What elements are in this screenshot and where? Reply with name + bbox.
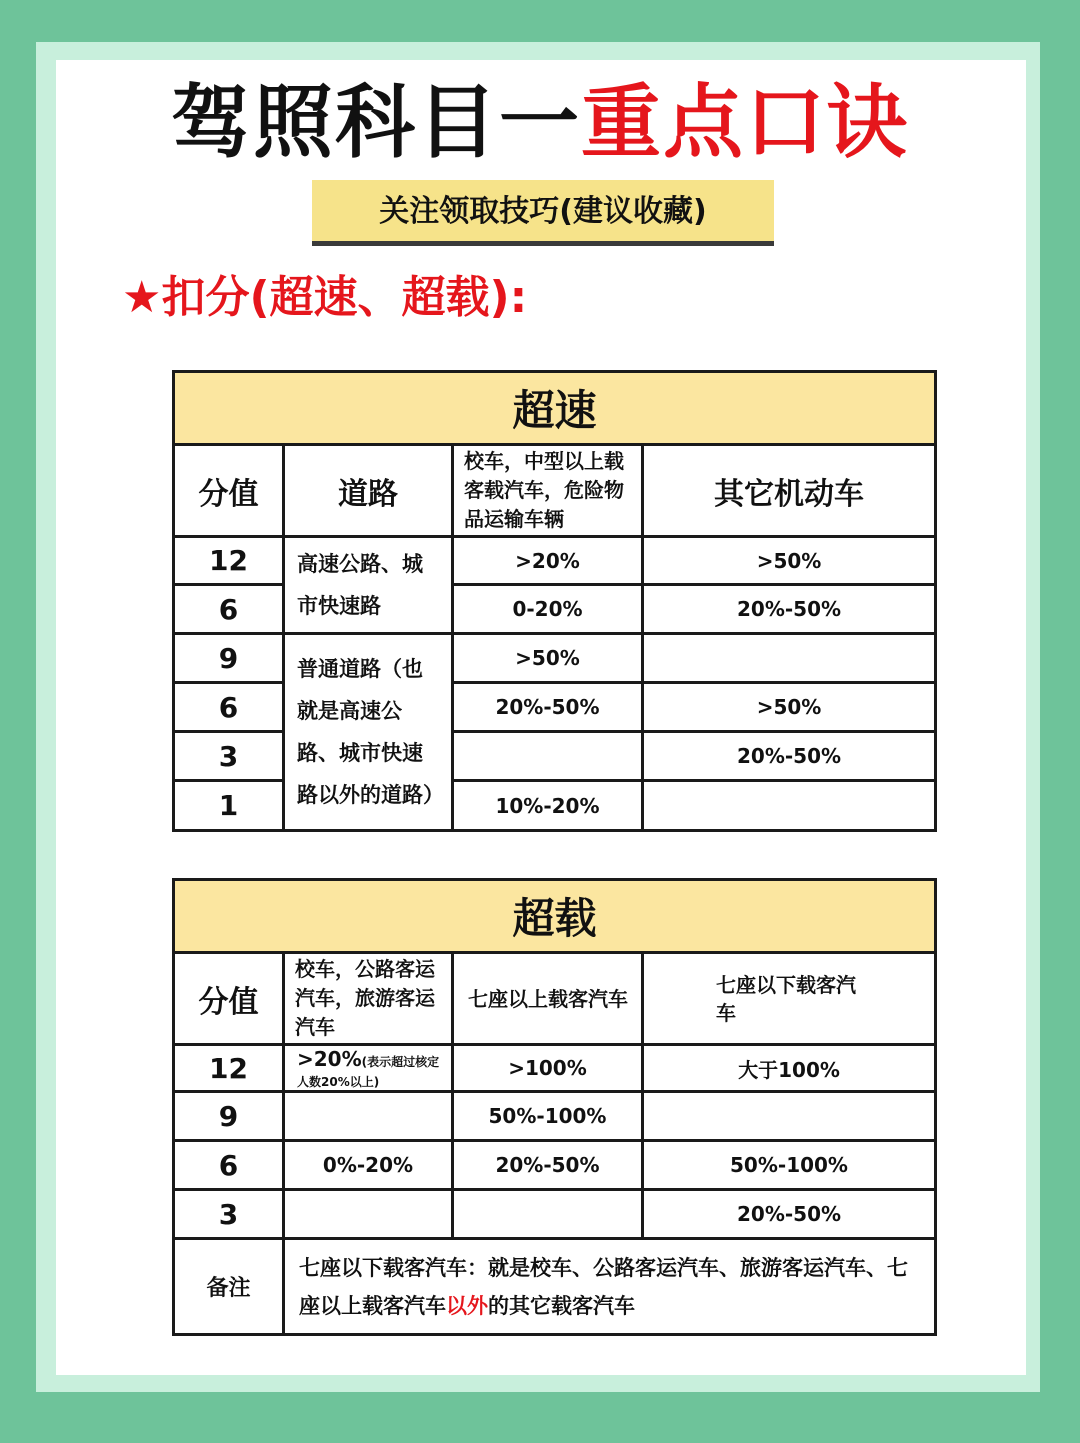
header-road: 道路 xyxy=(284,445,453,537)
remark-label: 备注 xyxy=(174,1239,284,1335)
table-row xyxy=(174,634,936,683)
header-bus: 校车，公路客运汽车，旅游客运汽车 xyxy=(284,953,453,1045)
remark-part-2: 的其它载客汽车 xyxy=(488,1293,635,1318)
header-below-seven: 七座以下载客汽车 xyxy=(643,953,936,1045)
other-cell: >50% xyxy=(643,683,936,732)
other-cell: 20%-50% xyxy=(643,585,936,634)
bus-cell: 0%-20% xyxy=(284,1141,453,1190)
above-seven-cell: 50%-100% xyxy=(453,1092,643,1141)
score-cell: 12 xyxy=(174,537,284,585)
score-cell: 3 xyxy=(174,732,284,781)
bus-cell xyxy=(284,1190,453,1239)
below-seven-cell: 大于100% xyxy=(643,1045,936,1092)
overload-table-title: 超载 xyxy=(174,880,936,953)
bus-cell xyxy=(284,1092,453,1141)
heavy-cell: 0-20% xyxy=(453,585,643,634)
below-seven-cell: 50%-100% xyxy=(643,1141,936,1190)
above-seven-cell: 20%-50% xyxy=(453,1141,643,1190)
title-part-2: 重点口诀 xyxy=(581,76,909,169)
below-seven-cell xyxy=(643,1092,936,1141)
title-part-1: 驾照科目一 xyxy=(171,76,581,169)
other-cell xyxy=(643,634,936,683)
table-row xyxy=(174,1141,936,1190)
road-highway: 高速公路、城市快速路 xyxy=(284,537,453,634)
heavy-cell: >20% xyxy=(453,537,643,585)
table-row xyxy=(174,537,936,585)
below-seven-cell: 20%-50% xyxy=(643,1190,936,1239)
score-cell: 9 xyxy=(174,634,284,683)
speeding-table xyxy=(172,370,937,832)
score-cell: 1 xyxy=(174,781,284,831)
section-heading: ★扣分(超速、超载): xyxy=(122,272,528,323)
score-cell: 3 xyxy=(174,1190,284,1239)
bus-value: >20% xyxy=(297,1046,362,1071)
header-other-vehicles: 其它机动车 xyxy=(643,445,936,537)
heavy-cell: 20%-50% xyxy=(453,683,643,732)
header-above-seven: 七座以上载客汽车 xyxy=(453,953,643,1045)
score-cell: 9 xyxy=(174,1092,284,1141)
heavy-cell xyxy=(453,732,643,781)
speeding-table-title: 超速 xyxy=(174,372,936,445)
bus-note: (表示超过核定人数20%以上) xyxy=(297,1054,440,1089)
above-seven-cell xyxy=(453,1190,643,1239)
header-heavy-vehicles: 校车，中型以上载客载汽车，危险物品运输车辆 xyxy=(453,445,643,537)
table-row xyxy=(174,1190,936,1239)
remark-part-1: 七座以下载客汽车：就是校车、公路客运汽车、旅游客运汽车、七座以上载客汽车 xyxy=(299,1255,908,1318)
above-seven-cell: >100% xyxy=(453,1045,643,1092)
other-cell: >50% xyxy=(643,537,936,585)
other-cell: 20%-50% xyxy=(643,732,936,781)
header-score: 分值 xyxy=(174,953,284,1045)
heavy-cell: >50% xyxy=(453,634,643,683)
remark-text xyxy=(284,1239,936,1335)
page-title xyxy=(0,78,1080,168)
road-normal: 普通道路（也就是高速公路、城市快速路以外的道路） xyxy=(284,634,453,831)
subtitle-banner: 关注领取技巧(建议收藏) xyxy=(312,180,774,246)
header-score: 分值 xyxy=(174,445,284,537)
heavy-cell: 10%-20% xyxy=(453,781,643,831)
score-cell: 6 xyxy=(174,585,284,634)
score-cell: 12 xyxy=(174,1045,284,1092)
other-cell xyxy=(643,781,936,831)
score-cell: 6 xyxy=(174,683,284,732)
table-row xyxy=(174,1092,936,1141)
overload-table xyxy=(172,878,937,1336)
bus-cell xyxy=(284,1045,453,1092)
remark-highlight: 以外 xyxy=(446,1293,488,1318)
table-row xyxy=(174,1045,936,1092)
score-cell: 6 xyxy=(174,1141,284,1190)
